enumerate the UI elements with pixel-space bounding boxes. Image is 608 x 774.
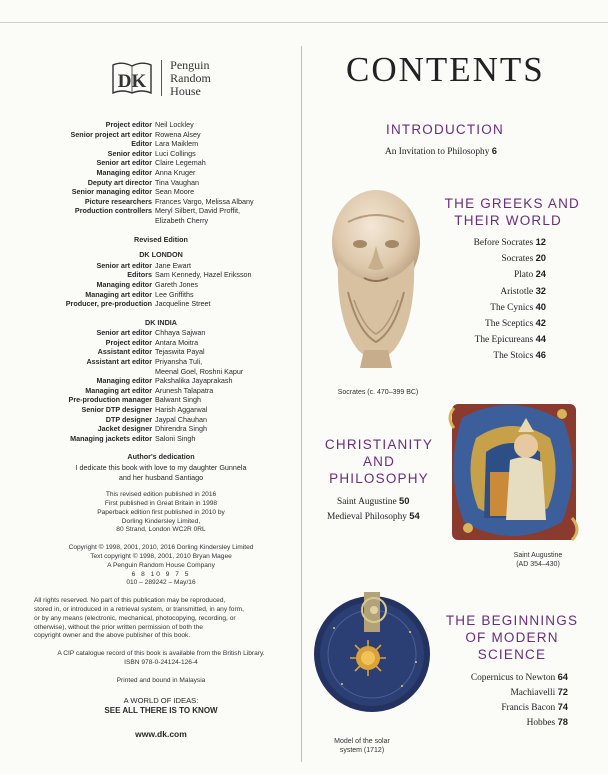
toc-entry-page: 42 bbox=[535, 317, 546, 328]
toc-entry-page: 12 bbox=[535, 236, 546, 247]
credit-row bbox=[30, 367, 292, 377]
socrates-bust-image bbox=[318, 182, 430, 375]
credits-column bbox=[30, 48, 292, 739]
credit-name: Priyansha Tuli, bbox=[155, 357, 203, 367]
credit-name: Rowena Alsey bbox=[155, 129, 201, 139]
dk-india-heading: DK INDIA bbox=[145, 317, 177, 327]
credit-name: Luci Collings bbox=[155, 148, 196, 158]
credit-role: Managing art editor bbox=[85, 289, 152, 299]
toc-entry-title: Socrates bbox=[501, 254, 534, 265]
credit-row bbox=[30, 299, 292, 309]
credit-name: Gareth Jones bbox=[155, 279, 199, 289]
section-heading-science: THE BEGINNINGS OF MODERN SCIENCE bbox=[445, 613, 579, 662]
credit-name: Saloni Singh bbox=[155, 433, 196, 443]
credit-row bbox=[30, 120, 292, 130]
credit-row bbox=[30, 270, 292, 280]
credit-row bbox=[30, 434, 292, 444]
credit-role: Senior art editor bbox=[96, 158, 152, 168]
edition-notice: This revised edition published in 2016 First published in Great Britain in 1998 Paperback edition first published in 2010 by Dorling Kindersley Limited, 80 Strand, London WC2R 0RL bbox=[97, 491, 225, 534]
credit-name: Anna Kruger bbox=[155, 167, 196, 177]
toc-entry[interactable] bbox=[471, 671, 568, 684]
credit-role: DTP designer bbox=[105, 414, 152, 424]
logo-separator bbox=[161, 60, 162, 96]
toc-entry-page: 32 bbox=[535, 284, 546, 296]
toc-entry-title: The Sceptics bbox=[485, 319, 534, 329]
toc-entry[interactable] bbox=[485, 317, 546, 330]
credit-row bbox=[30, 280, 292, 290]
caption-augustine: Saint Augustine (AD 354–430) bbox=[513, 552, 563, 568]
toc-entry-page: 54 bbox=[409, 510, 420, 521]
credit-row bbox=[30, 261, 292, 271]
toc-entry-title: Medieval Philosophy bbox=[327, 512, 407, 522]
toc-entry-page: 78 bbox=[557, 716, 568, 727]
credit-name: Harish Aggarwal bbox=[155, 405, 208, 415]
credit-name: Jaypal Chauhan bbox=[155, 414, 207, 424]
toc-entry-page: 24 bbox=[535, 268, 546, 280]
cip-notice: A CIP catalogue record of this book is available from the British Library. ISBN 978-0-24124-126-4 bbox=[57, 650, 265, 666]
toc-entry[interactable] bbox=[527, 716, 568, 729]
toc-entry-page: 44 bbox=[535, 333, 546, 345]
toc-entry-title: Before Socrates bbox=[473, 238, 534, 248]
printed-notice: Printed and bound in Malaysia bbox=[116, 676, 206, 684]
toc-entry-page: 74 bbox=[557, 701, 568, 712]
dedication-heading: Author's dedication bbox=[127, 452, 195, 462]
credit-role: Managing jackets editor bbox=[70, 433, 152, 443]
credit-role: Senior DTP designer bbox=[81, 405, 152, 415]
toc-entry-page: 20 bbox=[535, 252, 546, 264]
section-heading-greeks: THE GREEKS AND THEIR WORLD bbox=[444, 196, 580, 228]
credit-role: Assistant editor bbox=[97, 347, 152, 357]
credit-name: Dhirendra Singh bbox=[155, 424, 207, 434]
caption-socrates: Socrates (c. 470–399 BC) bbox=[337, 389, 419, 396]
credit-role: Editor bbox=[131, 139, 152, 149]
credit-row bbox=[30, 424, 292, 434]
credit-name: Pakshalika Jayaprakash bbox=[155, 376, 233, 386]
credit-row bbox=[30, 395, 292, 405]
publisher-logo bbox=[30, 54, 292, 102]
credit-role: Project editor bbox=[105, 120, 152, 129]
revised-edition-heading: Revised Edition bbox=[134, 234, 188, 244]
toc-entry[interactable] bbox=[501, 701, 568, 714]
credit-name: Arunesh Talapatra bbox=[155, 385, 214, 395]
top-rule bbox=[0, 22, 608, 23]
credit-name: Meenal Goel, Roshni Kapur bbox=[155, 366, 244, 376]
toc-entry-title: Saint Augustine bbox=[337, 497, 397, 507]
toc-entry[interactable] bbox=[337, 495, 409, 508]
credit-name: Antara Moitra bbox=[155, 337, 199, 347]
credit-row bbox=[30, 347, 292, 357]
credit-role: Editors bbox=[127, 270, 152, 280]
credit-row bbox=[30, 206, 292, 216]
toc-entry[interactable] bbox=[493, 349, 546, 362]
toc-entry[interactable] bbox=[327, 510, 420, 523]
section-heading-christianity: CHRISTIANITY AND PHILOSOPHY bbox=[324, 437, 434, 486]
toc-entry-title: Copernicus to Newton bbox=[470, 673, 556, 683]
credit-row bbox=[30, 187, 292, 197]
toc-entry[interactable] bbox=[514, 268, 546, 281]
credit-row bbox=[30, 338, 292, 348]
credit-role: Senior managing editor bbox=[71, 187, 152, 197]
credit-role: Pre-production manager bbox=[68, 395, 152, 405]
credit-row bbox=[30, 357, 292, 367]
credit-name: Jane Ewart bbox=[155, 260, 191, 270]
credit-role: Senior art editor bbox=[96, 328, 152, 338]
copyright-notice: Copyright © 1998, 2001, 2010, 2016 Dorling Kindersley Limited Text copyright © 1998, 2001, 2010 Bryan Magee A Penguin Random House Company 6 8 10 9 7 5 010 – 289242 – May/16 bbox=[68, 544, 254, 587]
credit-role: Deputy art director bbox=[87, 177, 152, 187]
toc-entry-page: 46 bbox=[535, 349, 546, 361]
credit-name: Lara Maiklem bbox=[155, 139, 199, 149]
dedication-text: I dedicate this book with love to my daughter Gunnela and her husband Santiago bbox=[75, 463, 247, 482]
credit-row bbox=[30, 130, 292, 140]
toc-entry[interactable] bbox=[500, 285, 546, 298]
saint-augustine-illumination bbox=[446, 398, 580, 551]
credit-role: Managing editor bbox=[96, 376, 152, 386]
credit-row bbox=[30, 139, 292, 149]
column-divider bbox=[301, 46, 302, 762]
toc-entry-title: Machiavelli bbox=[510, 688, 556, 698]
credit-row bbox=[30, 328, 292, 338]
credit-row bbox=[30, 405, 292, 415]
credit-role: Production controllers bbox=[74, 206, 152, 216]
toc-entry[interactable] bbox=[501, 252, 546, 265]
credit-role: Senior editor bbox=[107, 148, 152, 158]
toc-entry-title: The Stoics bbox=[493, 351, 534, 362]
credit-row bbox=[30, 197, 292, 207]
caption-orrery: Model of the solar system (1712) bbox=[334, 738, 390, 754]
credit-name: Lee Griffiths bbox=[155, 289, 194, 299]
credits-list bbox=[30, 120, 292, 739]
credit-name: Jacqueline Street bbox=[155, 299, 211, 309]
credit-name: Meryl Silbert, David Proffit, bbox=[155, 206, 240, 216]
website-link[interactable]: www.dk.com bbox=[135, 728, 187, 739]
credit-row bbox=[30, 149, 292, 159]
credit-name: Frances Vargo, Melissa Albany bbox=[155, 196, 254, 206]
solar-system-model-image bbox=[312, 588, 432, 719]
credit-role: Managing editor bbox=[96, 279, 152, 289]
toc-entry-title: The Epicureans bbox=[474, 335, 534, 346]
credit-role: Managing art editor bbox=[85, 385, 152, 395]
credit-role bbox=[30, 367, 155, 377]
section-heading-introduction: INTRODUCTION bbox=[386, 122, 504, 137]
credit-name: Sam Kennedy, Hazel Eriksson bbox=[155, 270, 252, 280]
credit-name: Sean Moore bbox=[155, 187, 195, 197]
credit-row bbox=[30, 290, 292, 300]
toc-entry[interactable] bbox=[510, 686, 568, 699]
toc-entry[interactable] bbox=[490, 301, 546, 314]
credit-role bbox=[30, 216, 155, 226]
tagline: A WORLD OF IDEAS: SEE ALL THERE IS TO KNOW bbox=[104, 695, 218, 715]
toc-entry-title: Hobbes bbox=[526, 718, 556, 728]
toc-entry-title: Francis Bacon bbox=[501, 703, 556, 713]
credit-row bbox=[30, 178, 292, 188]
credit-name: Tejaswita Payal bbox=[155, 347, 205, 357]
toc-entry[interactable]: An Invitation to Philosophy 6 bbox=[385, 145, 497, 157]
credit-role: Managing editor bbox=[96, 167, 152, 177]
credit-name: Claire Legemah bbox=[155, 158, 206, 168]
credits-london bbox=[30, 261, 292, 309]
dk-logo-icon bbox=[111, 60, 153, 96]
publisher-name: Penguin Random House bbox=[170, 57, 211, 98]
credit-name: Tina Vaughan bbox=[155, 177, 199, 187]
toc-entry-page: 64 bbox=[557, 671, 568, 682]
credit-row bbox=[30, 386, 292, 396]
credit-role: Senior project art editor bbox=[70, 129, 152, 139]
credit-role: Assistant art editor bbox=[86, 357, 152, 367]
toc-entry[interactable] bbox=[474, 236, 546, 249]
toc-entry-title: Plato bbox=[513, 270, 534, 281]
credit-role: Project editor bbox=[105, 337, 152, 347]
toc-entry-page: 72 bbox=[557, 686, 568, 697]
credit-row bbox=[30, 415, 292, 425]
credit-name: Elizabeth Cherry bbox=[155, 215, 209, 225]
credit-role: Producer, pre-production bbox=[65, 299, 152, 309]
credit-role: Jacket designer bbox=[97, 424, 152, 434]
credit-role: Senior art editor bbox=[96, 260, 152, 270]
dk-london-heading: DK LONDON bbox=[139, 250, 183, 260]
toc-entry-page: 50 bbox=[398, 495, 410, 506]
rights-notice: All rights reserved. No part of this publication may be reproduced, stored in, or introduced in a retrieval system, or transmitted, in any form, or by any means (electronic, mechanical, photocopying, recording, or otherwise), without the prior written permission of both the copyright owner and the above publisher of this book. bbox=[34, 597, 244, 640]
credit-row bbox=[30, 158, 292, 168]
toc-entry[interactable] bbox=[475, 333, 546, 346]
contents-title: CONTENTS bbox=[346, 50, 545, 89]
toc-entry-title: Aristotle bbox=[500, 286, 534, 297]
toc-entry-page: 40 bbox=[535, 300, 546, 312]
credit-row bbox=[30, 168, 292, 178]
svg-text:DK: DK bbox=[117, 71, 147, 92]
credit-name: Chhaya Sajwan bbox=[155, 328, 206, 338]
credit-name: Neil Lockley bbox=[155, 120, 194, 129]
credit-name: Balwant Singh bbox=[155, 395, 201, 405]
credit-row bbox=[30, 376, 292, 386]
credit-role: Picture researchers bbox=[84, 196, 152, 206]
credit-row bbox=[30, 216, 292, 226]
toc-entry-title: The Cynics bbox=[490, 302, 534, 313]
credits-top bbox=[30, 120, 292, 226]
credits-india bbox=[30, 328, 292, 443]
